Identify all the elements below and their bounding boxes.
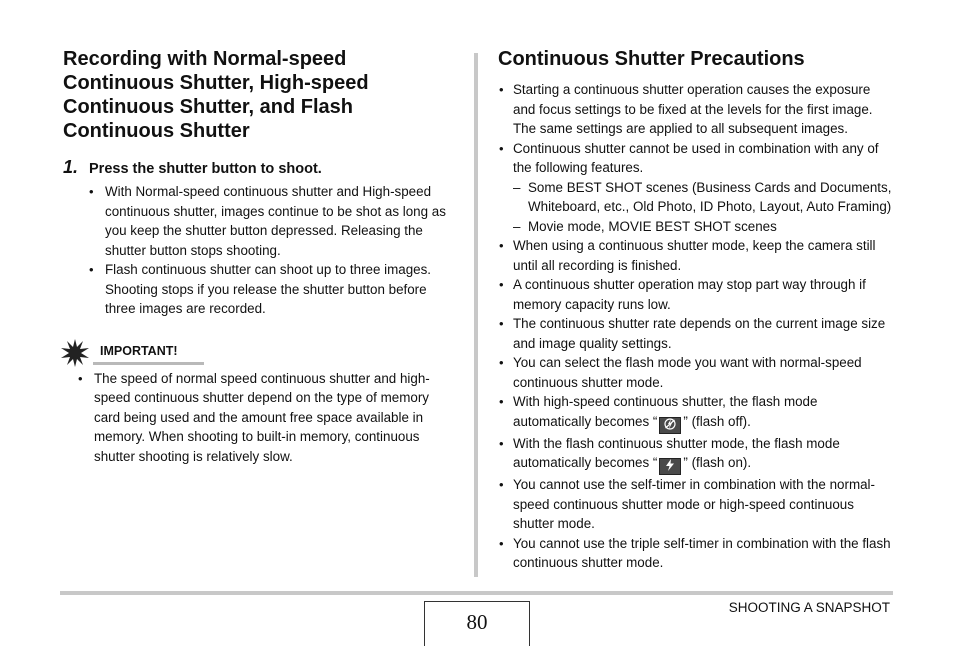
sub-item: – Some BEST SHOT scenes (Business Cards and Documents, Whiteboard, etc., Old Photo, ID Photo, Layout, Auto Framing): [513, 179, 892, 214]
list-item: • You cannot use the self-timer in combination with the normal-speed continuous shutter mode or high-speed continuous shutter mode.: [499, 477, 875, 531]
section-title: Recording with Normal-speed Continuous Shutter, High-speed Continuous Shutter, and Flash Continuous Shutter: [63, 48, 369, 142]
list-item: • Continuous shutter cannot be used in combination with any of the following features. – Some BEST SHOT scenes (Business Cards and Documents, Whiteboard, etc., Old Photo, ID Photo, Layout, Auto Framing) – Movie mode, MOVIE BEST SHOT scenes: [498, 139, 893, 237]
list-item: • You can select the flash mode you want with normal-speed continuous shutter mode.: [499, 355, 862, 390]
starburst-icon: [61, 339, 89, 367]
column-divider: [474, 53, 478, 577]
step-bullets: [63, 182, 458, 319]
list-item: • You cannot use the triple self-timer in combination with the flash continuous shutter mode.: [499, 535, 891, 570]
right-column: [498, 47, 893, 573]
important-label: IMPORTANT!: [100, 343, 178, 358]
step-1: [63, 157, 458, 178]
important-note-header: [63, 339, 458, 367]
page-number: 80: [424, 601, 530, 646]
list-item: • The speed of normal speed continuous shutter and high-speed continuous shutter depend on the type of memory card being used and the amount free space available in memory. When shooting to built-in memory, continuous shutter shooting is relatively slow.: [78, 370, 430, 464]
list-item: • When using a continuous shutter mode, keep the camera still until all recording is finished.: [499, 238, 876, 273]
list-item: • With high-speed continuous shutter, the flash mode automatically becomes “ ” (flash off).: [498, 392, 893, 434]
list-item: • A continuous shutter operation may stop part way through if memory capacity runs low.: [499, 277, 866, 312]
list-item: • Flash continuous shutter can shoot up to three images. Shooting stops if you release the shutter button before three images are recorded.: [89, 262, 432, 316]
flash-off-icon: [659, 417, 681, 434]
precautions-list: [498, 80, 893, 573]
section-name: SHOOTING A SNAPSHOT: [728, 600, 890, 615]
sub-item: – Movie mode, MOVIE BEST SHOT scenes: [513, 218, 777, 234]
list-item: • With Normal-speed continuous shutter and High-speed continuous shutter, images continue to be shot as long as you keep the shutter button depressed. Releasing the shutter button stops shooting.: [89, 184, 446, 258]
important-bullets: [63, 369, 458, 467]
footer-rule: [60, 591, 893, 595]
important-underline: [93, 362, 204, 365]
flash-on-icon: [659, 458, 681, 475]
step-text: Press the shutter button to shoot.: [89, 161, 322, 177]
left-column: [63, 47, 458, 466]
list-item: • Starting a continuous shutter operation causes the exposure and focus settings to be fixed at the levels for the first image. The same settings are applied to all subsequent images.: [499, 82, 873, 136]
step-number: 1.: [63, 157, 79, 177]
list-item: • The continuous shutter rate depends on the current image size and image quality settings.: [499, 316, 886, 351]
list-item: • With the flash continuous shutter mode, the flash mode automatically becomes “ ” (flash on).: [498, 434, 893, 476]
precautions-title: Continuous Shutter Precautions: [498, 48, 805, 70]
